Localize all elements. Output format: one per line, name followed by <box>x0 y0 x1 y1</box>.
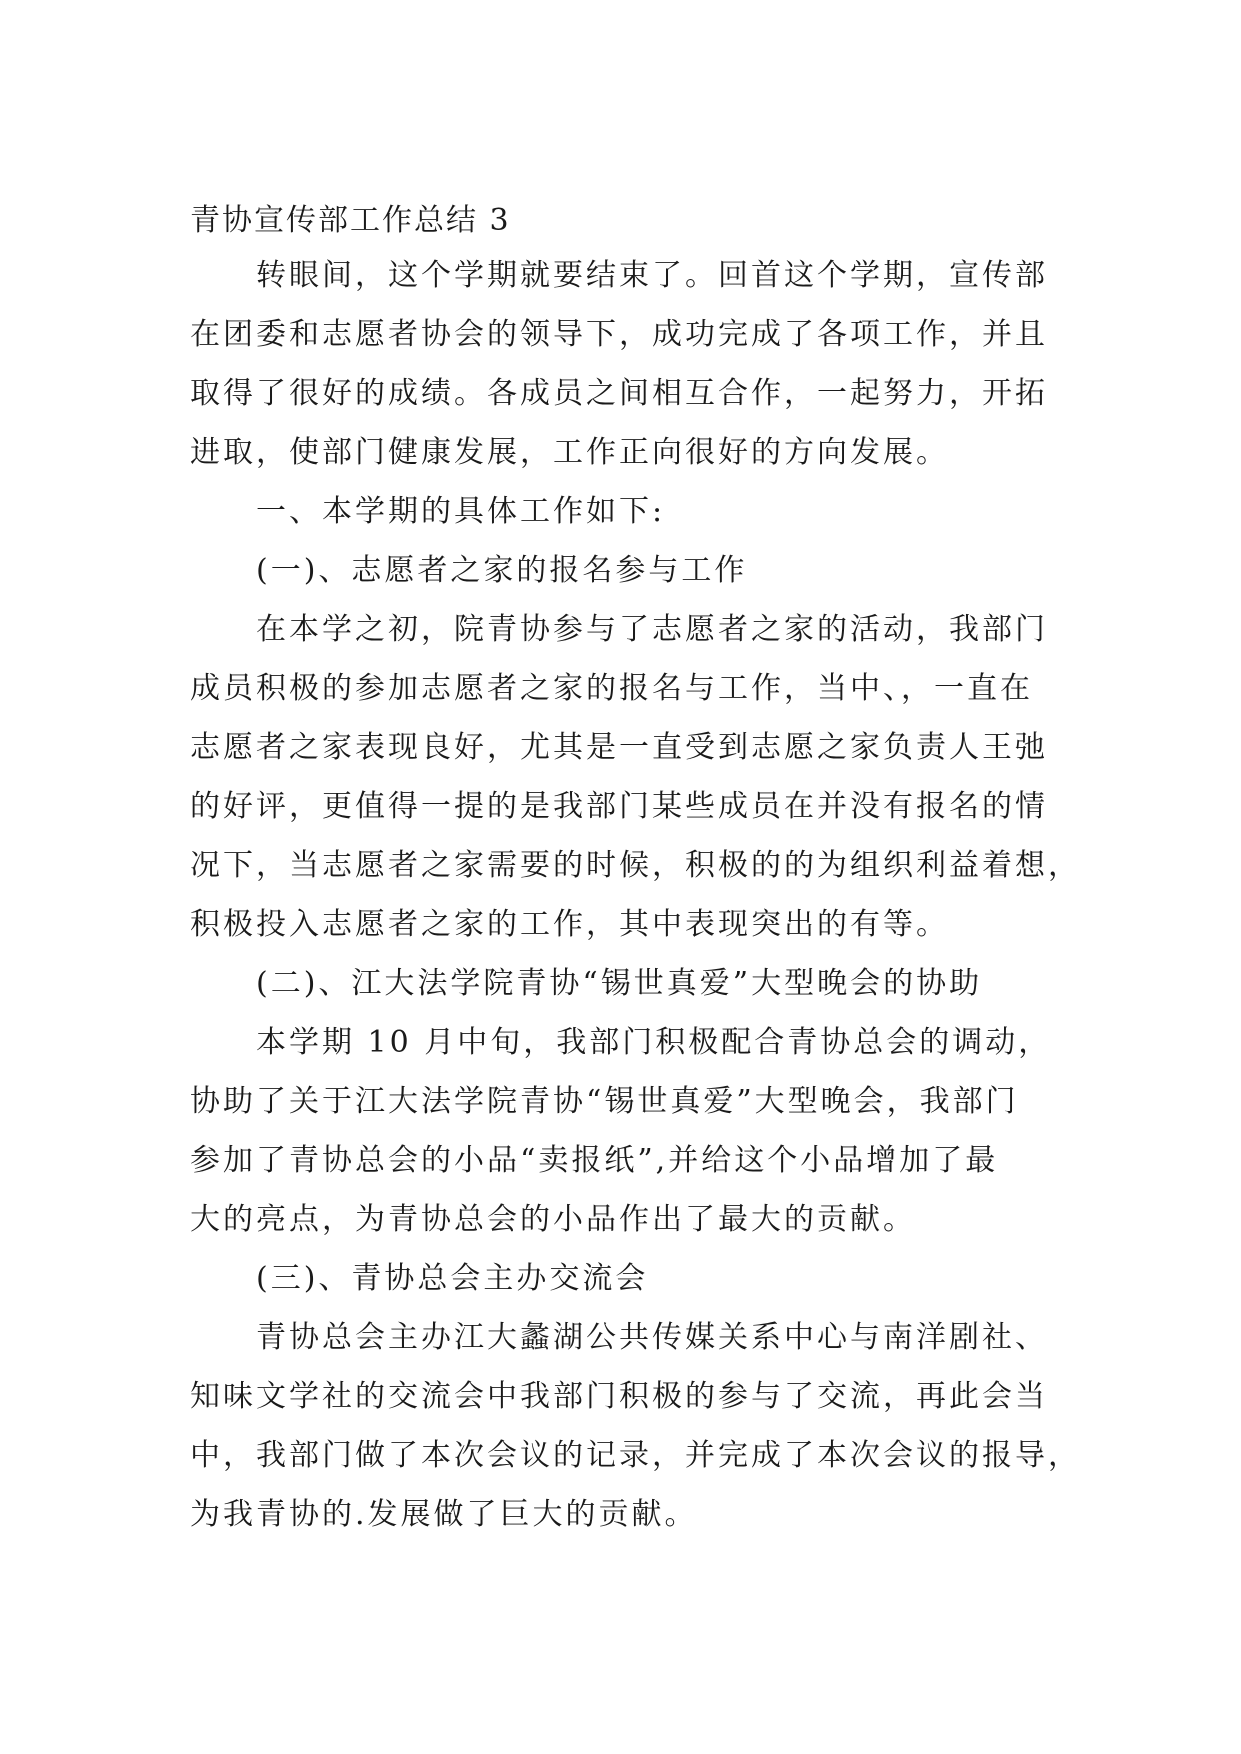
text-line: 一、本学期的具体工作如下: <box>256 494 666 529</box>
document-title: 青协宣传部工作总结 3 <box>190 203 511 238</box>
text-line: 况下，当志愿者之家需要的时候，积极的的为组织利益着想， <box>190 848 1081 883</box>
text-line: 积极投入志愿者之家的工作，其中表现突出的有等。 <box>190 907 949 942</box>
text-line: 在团委和志愿者协会的领导下，成功完成了各项工作，并且 <box>190 317 1048 352</box>
text-line: 的好评，更值得一提的是我部门某些成员在并没有报名的情 <box>190 789 1048 824</box>
text-line: (一)、志愿者之家的报名参与工作 <box>256 553 748 588</box>
text-line: 中，我部门做了本次会议的记录，并完成了本次会议的报导， <box>190 1438 1081 1473</box>
document-lines <box>190 246 1081 1544</box>
text-line: 在本学之初，院青协参与了志愿者之家的活动，我部门 <box>256 612 1048 647</box>
text-line: 志愿者之家表现良好，尤其是一直受到志愿之家负责人王弛 <box>190 730 1048 765</box>
text-line: 为我青协的.发展做了巨大的贡献。 <box>190 1497 698 1532</box>
text-line: (二)、江大法学院青协“锡世真爱”大型晚会的协助 <box>256 966 983 1001</box>
document-body <box>190 196 1081 1544</box>
text-line: 青协总会主办江大蠡湖公共传媒关系中心与南洋剧社、 <box>256 1320 1048 1355</box>
text-line: 转眼间，这个学期就要结束了。回首这个学期，宣传部 <box>256 258 1048 293</box>
text-line: 本学期 10 月中旬，我部门积极配合青协总会的调动， <box>256 1025 1052 1060</box>
text-line: (三)、青协总会主办交流会 <box>256 1261 649 1296</box>
text-line: 进取，使部门健康发展，工作正向很好的方向发展。 <box>190 435 949 470</box>
text-line: 协助了关于江大法学院青协“锡世真爱”大型晚会，我部门 <box>190 1084 1019 1119</box>
text-line: 成员积极的参加志愿者之家的报名与工作，当中、，一直在 <box>190 671 1033 706</box>
text-line: 取得了很好的成绩。各成员之间相互合作，一起努力，开拓 <box>190 376 1048 411</box>
text-line: 知味文学社的交流会中我部门积极的参与了交流，再此会当 <box>190 1379 1048 1414</box>
text-line: 大的亮点，为青协总会的小品作出了最大的贡献。 <box>190 1202 916 1237</box>
text-line: 参加了青协总会的小品“卖报纸”,并给这个小品增加了最 <box>190 1143 999 1178</box>
